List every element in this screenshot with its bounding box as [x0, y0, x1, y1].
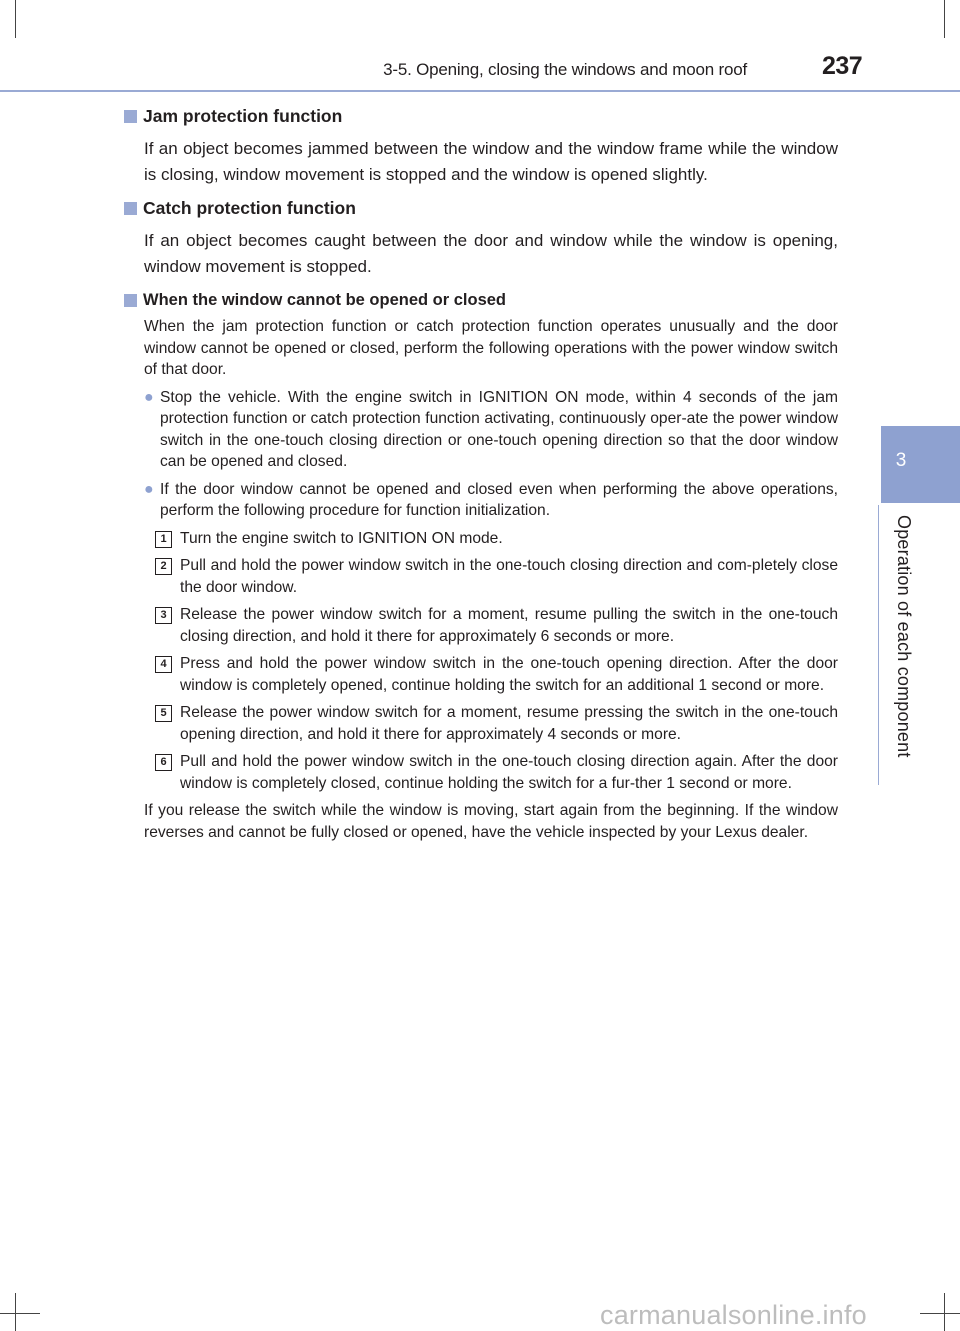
square-bullet-icon [124, 294, 137, 307]
step-number-badge: 4 [155, 656, 172, 673]
chapter-number: 3 [895, 450, 907, 471]
heading-text: Jam protection function [143, 106, 343, 126]
page-content [124, 104, 838, 843]
crop-mark [15, 0, 16, 38]
section-heading [124, 288, 838, 312]
closing-note: If you release the switch while the window is moving, start again from the beginning. If the window reverses and cannot be fully closed or opened, have the vehicle inspected by your Lexus dealer. [144, 802, 838, 841]
watermark-text: carmanualsonline.info [600, 1300, 867, 1330]
bullet-item [144, 479, 838, 522]
step-number-badge: 5 [155, 705, 172, 722]
square-bullet-icon [124, 110, 137, 123]
bullet-text: If the door window cannot be opened and closed even when performing the above operations, perform the following procedure for function initialization. [160, 480, 838, 519]
step-text: Release the power window switch for a moment, resume pulling the switch in the one-touch closing direction, and hold it there for approximately 6 seconds or more. [180, 606, 838, 645]
step-text: Press and hold the power window switch in the one-touch opening direction. After the door window is completely opened, continue holding the switch for an additional 1 second or more. [180, 655, 838, 694]
step-number-badge: 1 [155, 531, 172, 548]
section-heading [124, 196, 838, 220]
step-item [155, 555, 838, 598]
step-item [155, 528, 838, 550]
circle-bullet-icon: ● [144, 388, 154, 406]
step-item [155, 702, 838, 745]
circle-bullet-icon: ● [144, 480, 154, 498]
section-heading [124, 104, 838, 128]
crop-mark [15, 1293, 16, 1331]
bullet-text: Stop the vehicle. With the engine switch in IGNITION ON mode, within 4 seconds of the jam protection function or catch protection function activating, continuously oper-ate the power window switch in the one-touch closing direction or one-touch opening direction so that the door window can be opened and closed. [160, 388, 838, 470]
square-bullet-icon [124, 202, 137, 215]
step-item [155, 653, 838, 696]
step-number-badge: 6 [155, 754, 172, 771]
step-number-badge: 3 [155, 607, 172, 624]
crop-mark [944, 0, 945, 38]
crop-mark [944, 1293, 945, 1331]
section-header-title: 3-5. Opening, closing the windows and moon roof [383, 60, 747, 79]
chapter-tab [881, 426, 960, 503]
crop-mark [920, 1313, 960, 1314]
page-number: 237 [822, 52, 863, 80]
heading-text: Catch protection function [143, 198, 356, 218]
section-paragraph: If an object becomes jammed between the window and the window frame while the window is closing, window movement is stopped and the window is opened slightly. [144, 139, 838, 184]
step-item [155, 604, 838, 647]
section-paragraph: If an object becomes caught between the door and window while the window is opening, window movement is stopped. [144, 231, 838, 276]
section-paragraph: When the jam protection function or catch protection function operates unusually and the door window cannot be opened or closed, perform the following operations with the power window switch of that door. [144, 318, 838, 378]
crop-mark [0, 1313, 40, 1314]
side-rule [878, 505, 879, 785]
step-number-badge: 2 [155, 558, 172, 575]
header-rule [0, 90, 960, 92]
bullet-item [144, 387, 838, 473]
heading-text: When the window cannot be opened or closed [143, 291, 507, 309]
chapter-label: Operation of each component [894, 515, 914, 758]
step-text: Pull and hold the power window switch in the one-touch closing direction and com-pletely close the door window. [180, 557, 838, 596]
step-item [155, 751, 838, 794]
step-text: Turn the engine switch to IGNITION ON mode. [180, 529, 503, 547]
step-text: Pull and hold the power window switch in the one-touch closing direction again. After the door window is completely closed, continue holding the switch for a fur-ther 1 second or more. [180, 753, 838, 792]
step-text: Release the power window switch for a moment, resume pressing the switch in the one-touch opening direction, and hold it there for approximately 4 seconds or more. [180, 704, 838, 743]
